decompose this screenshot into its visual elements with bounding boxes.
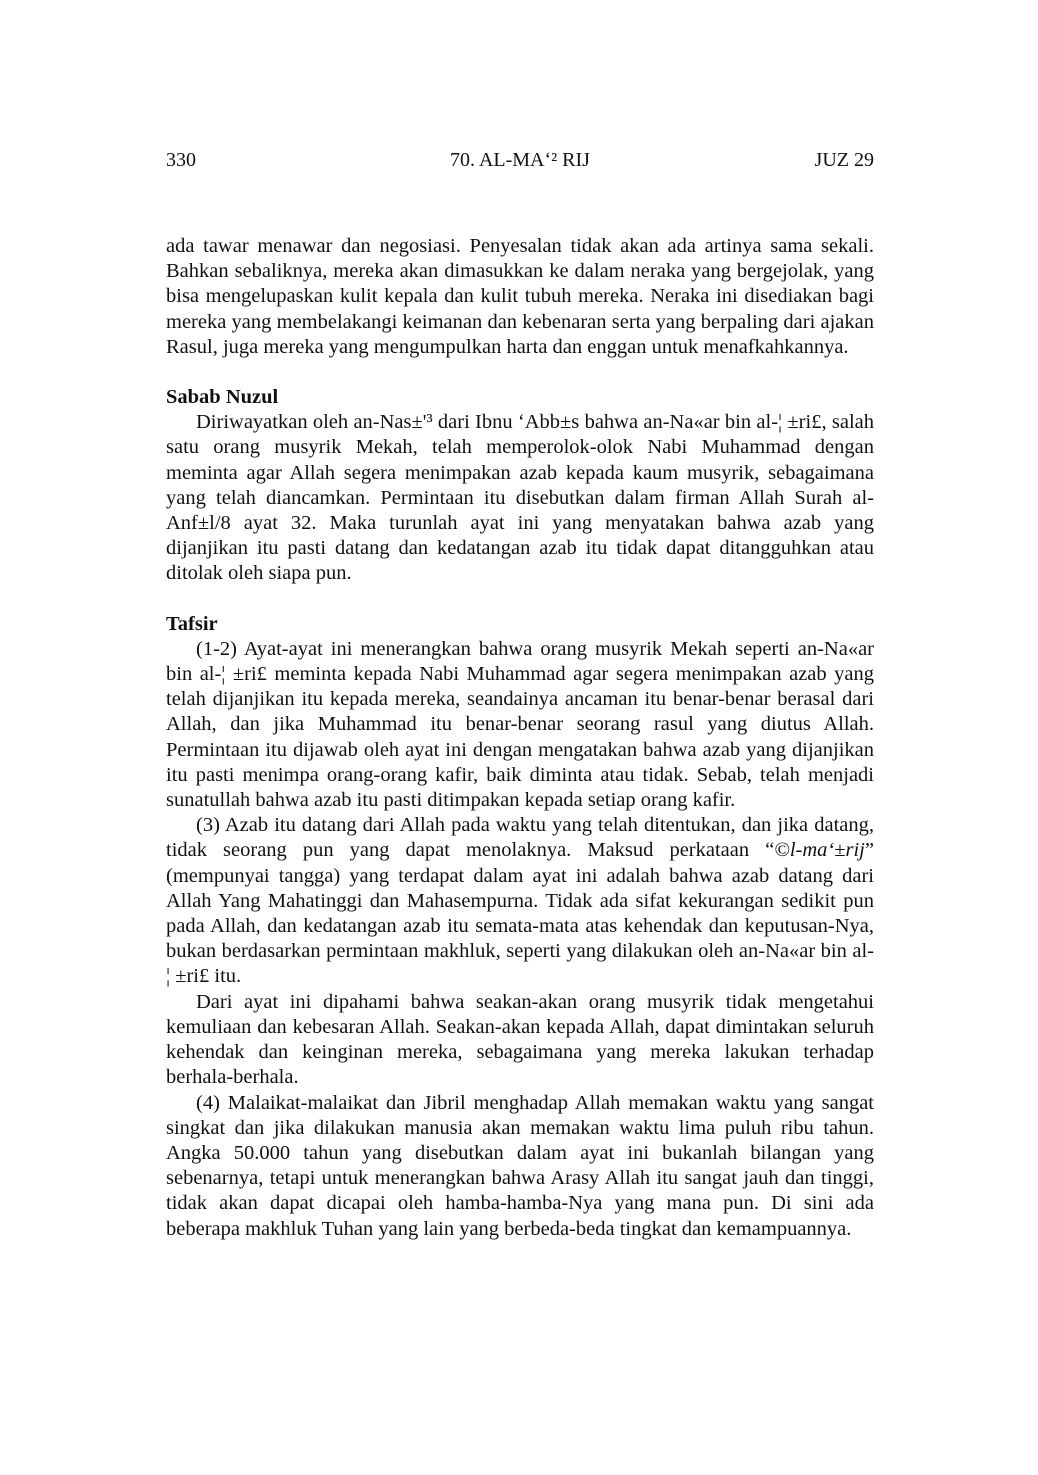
tafsir-paragraph-1: (1-2) Ayat-ayat ini menerangkan bahwa orang musyrik Mekah seperti an-Na«ar bin al-¦ ±ri£ meminta kepada Nabi Muhammad agar segera menimpakan azab yang telah dijanjikan itu kepada mereka, seandainya ancaman itu benar-benar berasal dari Allah, dan jika Muhammad itu benar-benar seorang rasul yang diutus Allah. Permintaan itu dijawab oleh ayat ini dengan mengatakan bahwa azab yang dijanjikan itu pasti menimpa orang-orang kafir, baik diminta atau tidak. Sebab, telah menjadi sunatullah bahwa azab itu pasti ditimpakan kepada setiap orang kafir. [166, 637, 874, 812]
tafsir-paragraph-4: (4) Malaikat-malaikat dan Jibril menghadap Allah memakan waktu yang sangat singkat dan jika dilakukan manusia akan memakan waktu lima puluh ribu tahun. Angka 50.000 tahun yang disebutkan dalam ayat ini bukanlah bilangan yang sebenarnya, tetapi untuk menerangkan bahwa Arasy Allah itu sangat jauh dan tinggi, tidak akan dapat dicapai oleh hamba-hamba-Nya yang mana pun. Di sini ada beberapa makhluk Tuhan yang lain yang berbeda-beda tingkat dan kemampuannya. [166, 1091, 874, 1240]
page-number: 330 [166, 149, 196, 171]
sabab-nuzul-heading: Sabab Nuzul [166, 386, 279, 409]
book-page [166, 146, 874, 1242]
section-gap [166, 587, 874, 612]
section-gap [166, 360, 874, 385]
tafsir-paragraph-2 [166, 813, 874, 989]
tafsir-p2-text-after: ” (mempunyai tangga) yang terdapat dalam ayat ini adalah bahwa azab datang dari Allah Yang Mahatinggi dan Mahasempurna. Tidak ada sifat kekurangan sedikit pun pada Allah, dan kedatangan azab itu semata-mata atas kehendak dan keputusan-Nya, bukan berdasarkan permintaan makhluk, seperti yang dilakukan oleh an-Na«ar bin al-¦ ±ri£ itu. [166, 839, 874, 988]
tafsir-p2-text-before: (3) Azab itu datang dari Allah pada waktu yang telah ditentukan, dan jika datang, tidak seorang pun yang dapat menolaknya. Maksud perkataan “ [166, 814, 874, 862]
tafsir-paragraph-3: Dari ayat ini dipahami bahwa seakan-akan orang musyrik tidak mengetahui kemuliaan dan kebesaran Allah. Seakan-akan kepada Allah, dapat dimintakan seluruh kehendak dan keinginan mereka, sebagaimana yang mereka lakukan terhadap berhala-berhala. [166, 990, 874, 1089]
juz-label: JUZ 29 [814, 149, 874, 171]
running-header [166, 146, 874, 174]
al-maarij-term: ©l-ma‘±rij [774, 839, 865, 862]
tafsir-heading: Tafsir [166, 612, 218, 635]
body-text [166, 234, 874, 1242]
chapter-title: 70. AL-MA‘² RIJ [450, 149, 590, 171]
intro-paragraph: ada tawar menawar dan negosiasi. Penyesalan tidak akan ada artinya sama sekali. Bahkan sebaliknya, mereka akan dimasukkan ke dalam neraka yang bergejolak, yang bisa mengelupaskan kulit kepala dan kulit tubuh mereka. Neraka ini disediakan bagi mereka yang membelakangi keimanan dan kebenaran serta yang berpaling dari ajakan Rasul, juga mereka yang mengumpulkan harta dan enggan untuk menafkahkannya. [166, 235, 874, 358]
sabab-nuzul-paragraph: Diriwayatkan oleh an-Nas±'³ dari Ibnu ‘Abb±s bahwa an-Na«ar bin al-¦ ±ri£, salah satu orang musyrik Mekah, telah memperolok-olok Nabi Muhammad dengan meminta agar Allah segera menimpakan azab kepada kaum musyrik, sebagaimana yang telah diancamkan. Permintaan itu disebutkan dalam firman Allah Surah al-Anf±l/8 ayat 32. Maka turunlah ayat ini yang menyatakan bahwa azab yang dijanjikan itu pasti datang dan kedatangan azab itu tidak dapat ditangguhkan atau ditolak oleh siapa pun. [166, 411, 874, 585]
